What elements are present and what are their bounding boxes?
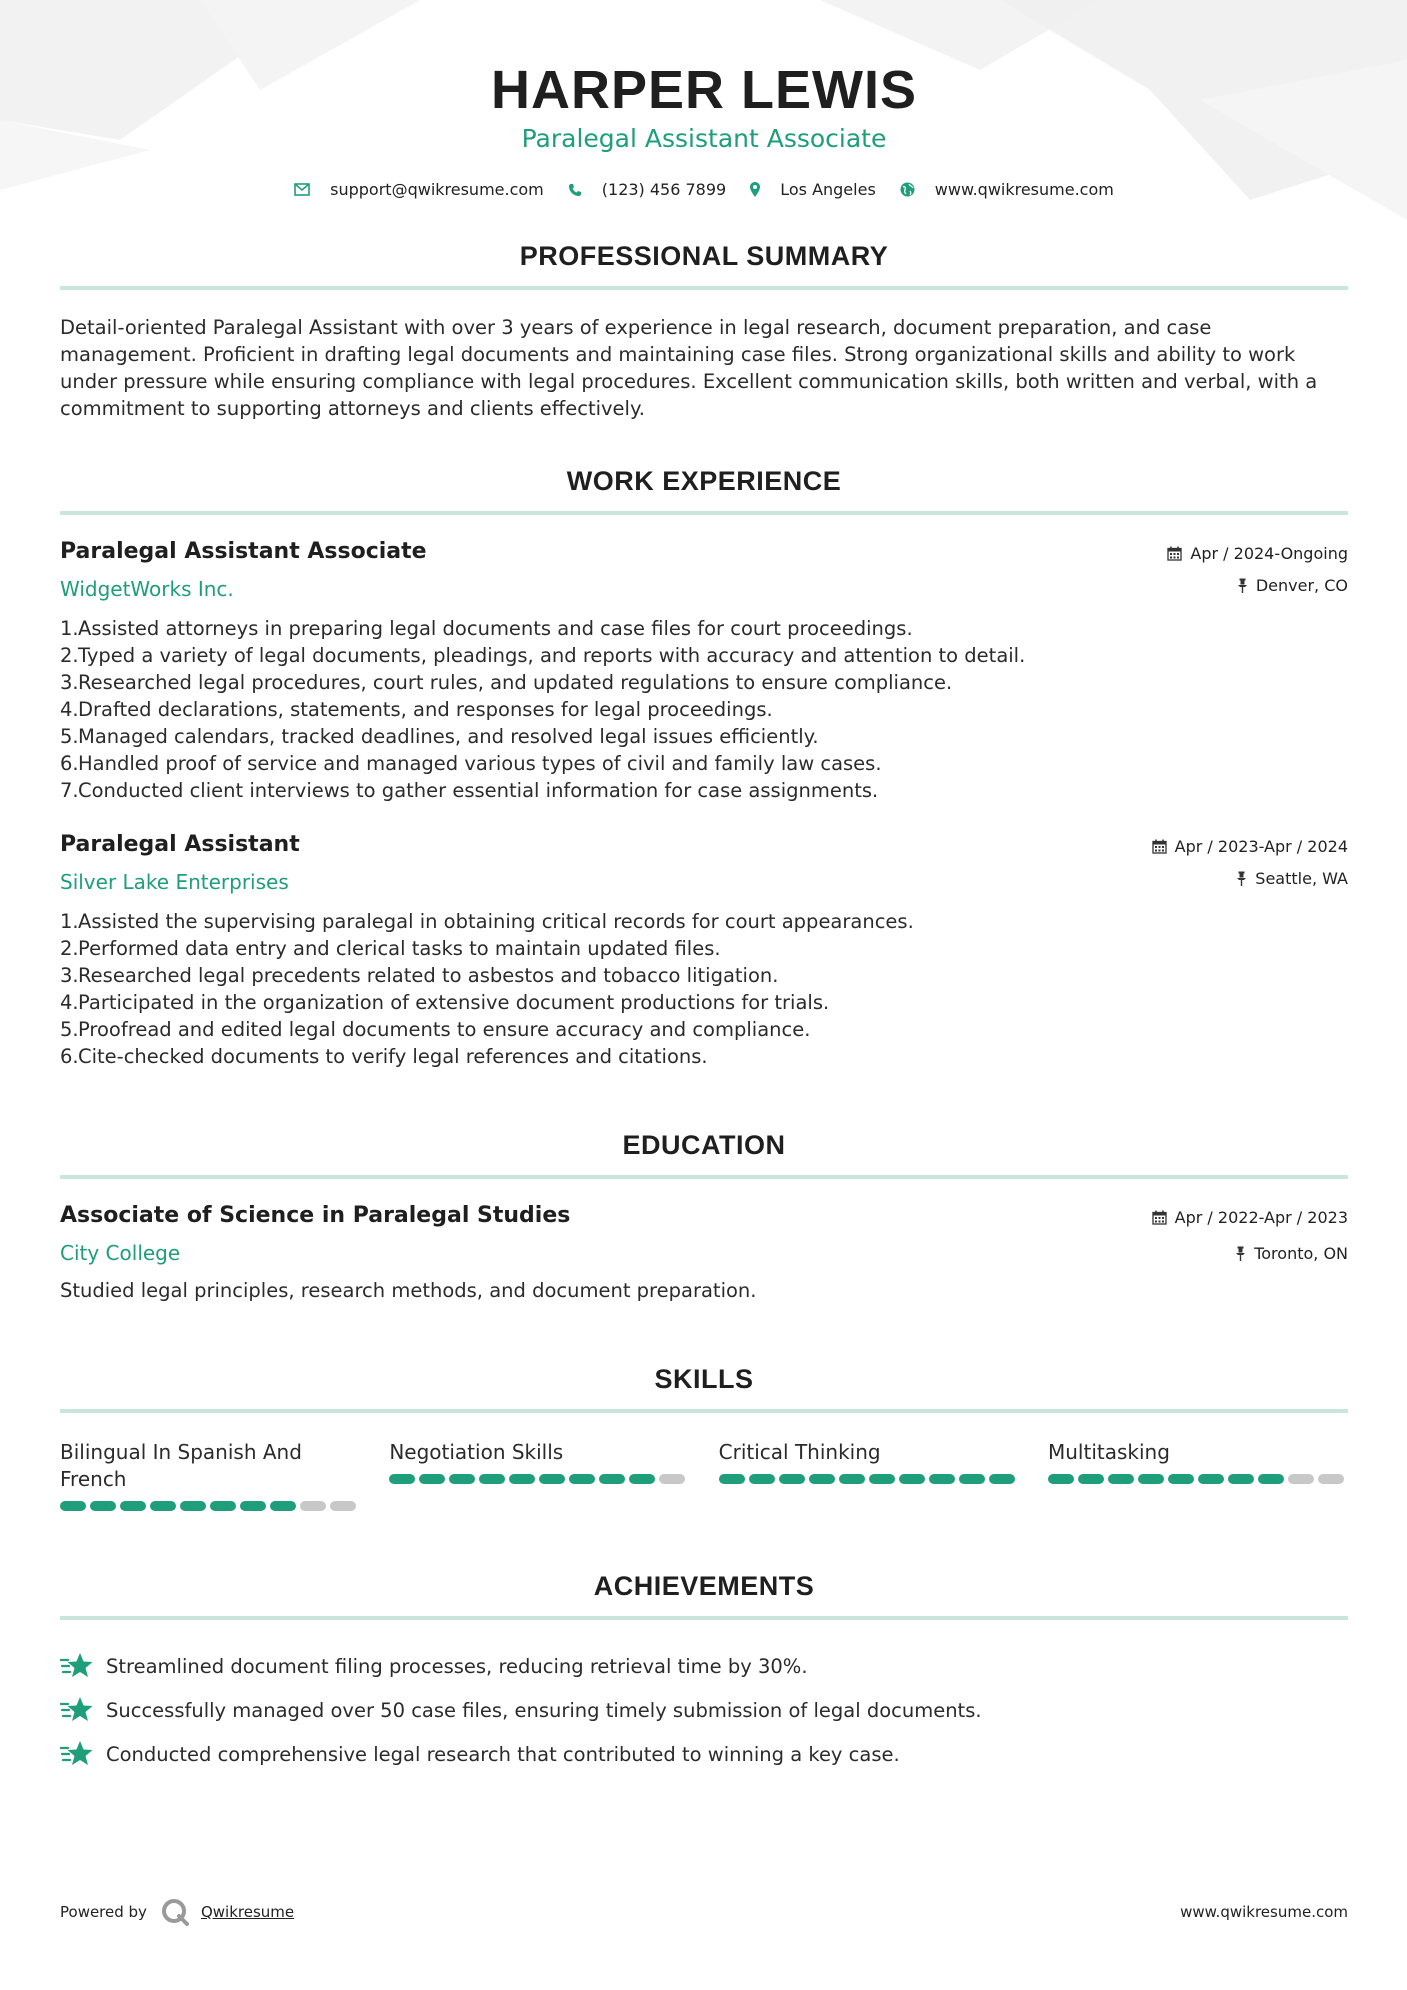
list-item: 3. Researched legal precedents related to asbestos and tobacco litigation. xyxy=(60,964,779,987)
skill-level-segment xyxy=(989,1474,1015,1484)
skill-level-segment xyxy=(1318,1474,1344,1484)
skill-level-segment xyxy=(719,1474,745,1484)
calendar-icon xyxy=(1167,546,1182,561)
education-section xyxy=(60,1130,1348,1304)
experience-title: WORK EXPERIENCE xyxy=(566,466,842,496)
skill-level-segment xyxy=(1258,1474,1284,1484)
skill-level-segment xyxy=(150,1501,176,1511)
star-icon xyxy=(60,1651,94,1681)
list-item: 4. Drafted declarations, statements, and responses for legal proceedings. xyxy=(60,698,773,721)
achievements-section xyxy=(60,1571,1348,1776)
job-meta xyxy=(1167,541,1348,597)
contact-bar xyxy=(60,180,1348,199)
phone-icon xyxy=(568,183,582,197)
education-entry xyxy=(60,1201,1348,1304)
powered-by xyxy=(60,1898,294,1926)
skill-level-segment xyxy=(629,1474,655,1484)
skill-level-segment xyxy=(90,1501,116,1511)
skills-section xyxy=(60,1364,1348,1511)
experience-section xyxy=(60,466,1348,1070)
skill-item xyxy=(60,1439,360,1511)
contact-website[interactable] xyxy=(900,180,1114,199)
skill-level-segment xyxy=(1288,1474,1314,1484)
skill-level-segment xyxy=(749,1474,775,1484)
education-dates-text: Apr / 2022-Apr / 2023 xyxy=(1174,1207,1348,1227)
star-icon xyxy=(60,1695,94,1725)
calendar-icon xyxy=(1152,839,1167,854)
skill-level-segment xyxy=(419,1474,445,1484)
job-title: Paralegal Assistant Associate xyxy=(60,539,427,564)
skill-level-bar xyxy=(1048,1474,1348,1484)
contact-email[interactable] xyxy=(294,180,544,199)
list-item: 3. Researched legal procedures, court rules, and updated regulations to ensure compliance. xyxy=(60,671,953,694)
section-divider xyxy=(60,1616,1348,1620)
skill-level-segment xyxy=(1078,1474,1104,1484)
summary-text: Detail-oriented Paralegal Assistant with over 3 years of experience in legal research, document preparation, and case management. Proficient in drafting legal documents and maintaining case files. Strong organizational skills and ability to work under pressure while ensuring compliance with legal procedures. Excellent communication skills, both written and verbal, with a commitment to supporting attorneys and clients effectively. xyxy=(60,316,1318,420)
skill-level-segment xyxy=(1228,1474,1254,1484)
skills-list xyxy=(60,1439,1348,1511)
footer-website[interactable]: www.qwikresume.com xyxy=(1180,1903,1348,1921)
section-divider xyxy=(60,1175,1348,1179)
list-item: 4. Participated in the organization of extensive document productions for trials. xyxy=(60,991,830,1014)
list-item: 2. Typed a variety of legal documents, pleadings, and reports with accuracy and attention to detail. xyxy=(60,644,1026,667)
skill-level-segment xyxy=(779,1474,805,1484)
education-location-text: Toronto, ON xyxy=(1254,1243,1348,1263)
star-icon xyxy=(60,1739,94,1769)
skill-level-segment xyxy=(959,1474,985,1484)
skill-level-segment xyxy=(869,1474,895,1484)
job-location xyxy=(1167,573,1348,597)
skill-level-segment xyxy=(659,1474,685,1484)
skill-name: Bilingual In Spanish And French xyxy=(60,1440,302,1491)
achievement-item xyxy=(60,1688,1348,1732)
job-bullets xyxy=(60,615,1348,804)
contact-location-text: Los Angeles xyxy=(780,180,876,199)
resume-header xyxy=(60,0,1348,199)
job-dates xyxy=(1152,834,1348,858)
skill-level-bar xyxy=(60,1501,360,1511)
skills-title: SKILLS xyxy=(654,1364,754,1394)
skill-item xyxy=(1048,1439,1348,1511)
summary-title: PROFESSIONAL SUMMARY xyxy=(519,241,889,271)
skill-level-segment xyxy=(60,1501,86,1511)
skill-level-segment xyxy=(929,1474,955,1484)
education-description: Studied legal principles, research methods, and document preparation. xyxy=(60,1279,757,1302)
achievement-item xyxy=(60,1644,1348,1688)
skill-level-segment xyxy=(1108,1474,1134,1484)
job-company: WidgetWorks Inc. xyxy=(60,577,234,601)
page-footer xyxy=(60,1898,1348,1926)
list-item: 1. Assisted attorneys in preparing legal documents and case files for court proceedings. xyxy=(60,617,913,640)
skill-level-segment xyxy=(839,1474,865,1484)
skill-level-segment xyxy=(479,1474,505,1484)
job-dates-text: Apr / 2024-Ongoing xyxy=(1190,543,1348,563)
envelope-icon xyxy=(294,183,310,196)
globe-icon xyxy=(900,182,915,197)
skill-level-bar xyxy=(719,1474,1019,1484)
job-dates-text: Apr / 2023-Apr / 2024 xyxy=(1174,836,1348,856)
school-name: City College xyxy=(60,1241,181,1265)
job-meta xyxy=(1152,834,1348,890)
skill-level-segment xyxy=(1168,1474,1194,1484)
section-divider xyxy=(60,511,1348,515)
skill-level-segment xyxy=(300,1501,326,1511)
map-marker-icon xyxy=(750,182,760,197)
contact-email-text: support@qwikresume.com xyxy=(330,180,544,199)
list-item: 6. Cite-checked documents to verify legal references and citations. xyxy=(60,1045,708,1068)
job-bullets xyxy=(60,908,1348,1070)
education-meta xyxy=(1152,1205,1348,1265)
skill-level-segment xyxy=(539,1474,565,1484)
list-item: 7. Conducted client interviews to gather essential information for case assignments. xyxy=(60,779,879,802)
skill-level-bar xyxy=(389,1474,689,1484)
summary-section xyxy=(60,241,1348,422)
job-company: Silver Lake Enterprises xyxy=(60,870,289,894)
list-item: 5. Proofread and edited legal documents to ensure accuracy and compliance. xyxy=(60,1018,811,1041)
candidate-role: Paralegal Assistant Associate xyxy=(521,124,887,153)
job-entry xyxy=(60,537,1348,804)
section-divider xyxy=(60,1409,1348,1413)
achievement-item xyxy=(60,1732,1348,1776)
skill-name: Critical Thinking xyxy=(718,1440,881,1464)
pin-icon xyxy=(1235,1246,1246,1261)
skill-item xyxy=(389,1439,689,1511)
education-dates xyxy=(1152,1205,1348,1229)
education-title: EDUCATION xyxy=(622,1130,786,1160)
list-item: 2. Performed data entry and clerical tasks to maintain updated files. xyxy=(60,937,721,960)
achievements-list xyxy=(60,1644,1348,1776)
skill-level-segment xyxy=(899,1474,925,1484)
job-title: Paralegal Assistant xyxy=(60,832,300,857)
skill-level-segment xyxy=(1048,1474,1074,1484)
skill-level-segment xyxy=(389,1474,415,1484)
education-location xyxy=(1152,1241,1348,1265)
skill-level-segment xyxy=(569,1474,595,1484)
achievement-text: Conducted comprehensive legal research that contributed to winning a key case. xyxy=(106,1742,900,1766)
list-item: 1. Assisted the supervising paralegal in obtaining critical records for court appearances. xyxy=(60,910,914,933)
skill-item xyxy=(719,1439,1019,1511)
resume-page xyxy=(60,0,1348,1776)
candidate-name: HARPER LEWIS xyxy=(490,60,918,120)
skill-level-segment xyxy=(599,1474,625,1484)
qwikresume-link[interactable]: Qwikresume xyxy=(200,1903,295,1921)
skill-name: Negotiation Skills xyxy=(389,1440,564,1464)
achievement-text: Successfully managed over 50 case files, ensuring timely submission of legal documents. xyxy=(106,1698,982,1722)
calendar-icon xyxy=(1152,1210,1167,1225)
skill-level-segment xyxy=(240,1501,266,1511)
skill-level-segment xyxy=(210,1501,236,1511)
skill-level-segment xyxy=(449,1474,475,1484)
contact-phone-text: (123) 456 7899 xyxy=(601,180,727,199)
pin-icon xyxy=(1236,871,1247,886)
job-location xyxy=(1152,866,1348,890)
qwikresume-logo-icon xyxy=(161,1898,189,1926)
job-entry xyxy=(60,830,1348,1070)
skill-level-segment xyxy=(1138,1474,1164,1484)
contact-location xyxy=(750,180,876,199)
achievements-title: ACHIEVEMENTS xyxy=(593,1571,815,1601)
list-item: 6. Handled proof of service and managed various types of civil and family law cases. xyxy=(60,752,882,775)
skill-level-segment xyxy=(180,1501,206,1511)
contact-phone[interactable] xyxy=(568,180,726,199)
job-dates xyxy=(1167,541,1348,565)
contact-website-text: www.qwikresume.com xyxy=(934,180,1114,199)
skill-level-segment xyxy=(270,1501,296,1511)
job-location-text: Denver, CO xyxy=(1255,575,1348,595)
list-item: 5. Managed calendars, tracked deadlines, and resolved legal issues efficiently. xyxy=(60,725,819,748)
skill-level-segment xyxy=(1198,1474,1224,1484)
skill-level-segment xyxy=(120,1501,146,1511)
powered-by-label: Powered by xyxy=(60,1903,147,1921)
achievement-text: Streamlined document filing processes, reducing retrieval time by 30%. xyxy=(106,1654,808,1678)
section-divider xyxy=(60,286,1348,290)
job-location-text: Seattle, WA xyxy=(1255,868,1348,888)
skill-level-segment xyxy=(330,1501,356,1511)
pin-icon xyxy=(1237,578,1248,593)
skill-level-segment xyxy=(809,1474,835,1484)
skill-name: Multitasking xyxy=(1047,1440,1170,1464)
skill-level-segment xyxy=(509,1474,535,1484)
degree-title: Associate of Science in Paralegal Studies xyxy=(60,1203,571,1228)
